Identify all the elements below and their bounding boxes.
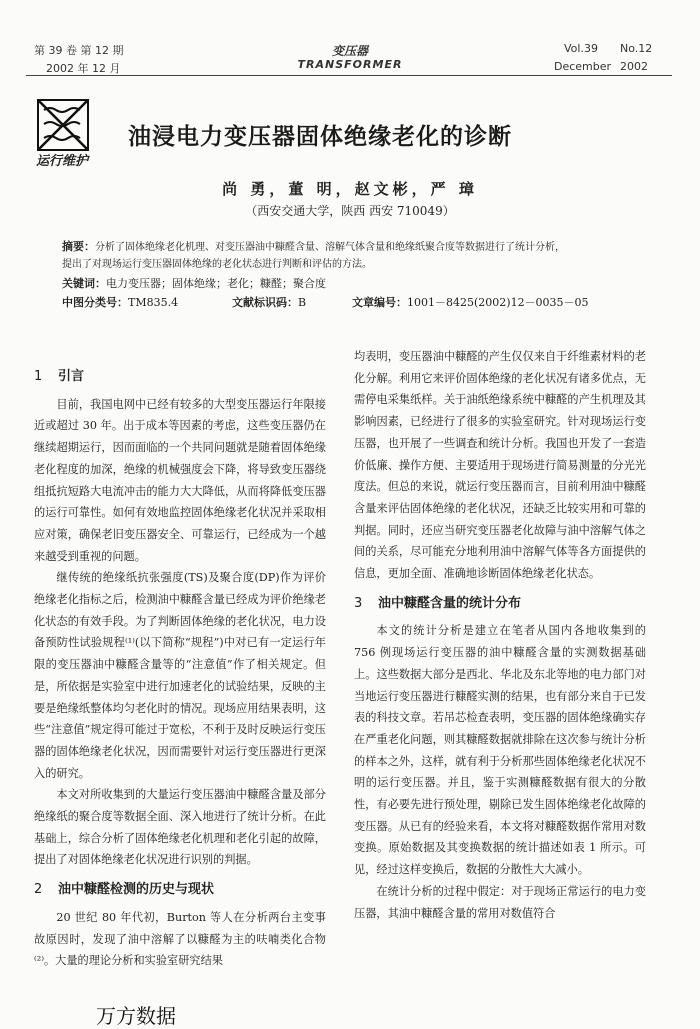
author-affiliation: （西安交通大学，陕西 西安 710049） xyxy=(245,204,455,218)
abstract-text-line2: 提出了对现场运行变压器固体绝缘的老化状态进行判断和评估的方法。 xyxy=(62,259,372,270)
paragraph: 继传统的绝缘纸抗张强度(TS)及聚合度(DP)作为评价绝缘老化指标之后，检测油中糠醛含量已经成为评价绝缘老化状态的有效手段。为了判断固体绝缘的老化状况，电力设备预防性试验规程⁽¹⁾(以下简称“规程”)中对已有一定运行年限的变压器油中糠醛含量等的“注意值”作了相关规定。但是，所依据是实验室中进行加速老化的试验结果，反映的主要是绝缘纸整体均匀老化时的情况。现场应用结果表明，这些“注意值”规定得可能过于宽松，不利于及时反映运行变压器的固体绝缘老化状况，因而需要针对运行变压器进行更深入的研究。 xyxy=(34,571,326,780)
article-authors: 尚 勇，董 明，赵文彬，严 璋 xyxy=(222,180,478,198)
paragraph: 本文对所收集到的大量运行变压器油中糠醛含量及部分绝缘纸的聚合度等数据全面、深入地进行了统计分析。在此基础上，综合分析了固体绝缘老化机理和老化引起的故障，提出了对固体绝缘老化状况进行识别的判据。 xyxy=(34,788,326,867)
month-en: December xyxy=(554,60,612,73)
year-en: 2002 xyxy=(620,60,648,73)
volume-en: Vol.39 xyxy=(564,42,598,55)
abstract-label: 摘要： xyxy=(62,240,95,253)
article-title: 油浸电力变压器固体绝缘老化的诊断 xyxy=(128,124,512,150)
journal-name-en: TRANSFORMER xyxy=(297,58,403,71)
abstract-text-line1: 分析了固体绝缘老化机理、对变压器油中糠醛含量、溶解气体含量和绝缘纸聚合度等数据进行了统计分析， xyxy=(95,242,565,253)
doc-code-label: 文献标识码： xyxy=(232,296,298,309)
date-cn: 2002 年 12 月 xyxy=(46,62,121,75)
journal-name-cn: 变压器 xyxy=(331,44,368,58)
watermark: 万方数据 xyxy=(96,1004,176,1028)
paragraph: 在统计分析的过程中假定：对于现场正常运行的电力变压器，其油中糠醛含量的常用对数值符合 xyxy=(354,884,646,920)
paragraph: 目前，我国电网中已经有较多的大型变压器运行年限接近或超过 30 年。出于成本等因素的考虑，这些变压器仍在继续超期运行，因而面临的一个共同问题就是随着固体绝缘老化程度的加深，绝缘的机械强度会下降，将导致变压器绕组抵抗短路大电流冲击的能力大大降低，从而将降低变压器的运行可靠性。如何有效地监控固体绝缘老化状况并采取相应对策，确保老旧变压器安全、可靠运行，已经成为一个越来越受到重视的问题。 xyxy=(34,397,326,563)
volume-issue-cn: 第 39 卷 第 12 期 xyxy=(34,44,124,57)
section-2-heading: 2 油中糠醛检测的历史与现状 xyxy=(34,882,215,898)
paragraph: 均表明，变压器油中糠醛的产生仅仅来自于纤维素材料的老化分解。利用它来评价固体绝缘的老化状况有诸多优点，无需停电采集纸样。关于油纸绝缘系统中糠醛的产生机理及其影响因素，已经进行了很多的实验室研究。针对现场运行变压器，也开展了一些调查和统计分析。我国也开发了一套造价低廉、操作方便、主要适用于现场进行简易测量的分光光度法。但总的来说，就运行变压器而言，目前利用油中糠醛含量来评估固体绝缘的老化状况，还缺乏比较实用和可靠的判据。同时，还应当研究变压器老化故障与油中溶解气体之间的关系，尽可能充分地利用油中溶解气体等各方面提供的信息，更加全面、准确地诊断固体绝缘老化状态。 xyxy=(354,350,646,581)
clc-label: 中图分类号： xyxy=(62,296,128,309)
left-column xyxy=(34,358,326,972)
keywords: 电力变压器；固体绝缘；老化；糠醛；聚合度 xyxy=(106,277,326,290)
right-column xyxy=(354,346,646,924)
logo-caption: 运行维护 xyxy=(36,154,89,169)
issue-en: No.12 xyxy=(620,42,653,55)
paragraph: 20 世纪 80 年代初，Burton 等人在分析两台主变事故原因时，发现了油中溶解了以糠醛为主的呋喃类化合物⁽²⁾。大量的理论分析和实验室研究结果 xyxy=(34,910,326,968)
article-no: 1001－8425(2002)12－0035－05 xyxy=(407,296,589,309)
clc-code: TM835.4 xyxy=(128,296,179,309)
section-3-heading: 3 油中糠醛含量的统计分布 xyxy=(354,595,522,611)
keywords-label: 关键词： xyxy=(62,277,106,290)
section-1-heading: 1 引言 xyxy=(34,369,85,384)
article-no-label: 文章编号： xyxy=(352,296,407,309)
doc-code: B xyxy=(298,296,307,309)
paragraph: 本文的统计分析是建立在笔者从国内各地收集到的 756 例现场运行变压器的油中糠醛含量的实测数据基础上。这些数据大部分是西北、华北及东北等地的电力部门对当地运行变压器进行糠醛实测的结果，也有部分来自于已发表的科技文章。若吊芯检查表明，变压器的固体绝缘确实存在严重老化问题，则其糠醛数据就排除在这次参与统计分析的样本之外，这样，就有利于分析那些固体绝缘老化状况不明的运行变压器。并且，鉴于实测糠醛数据有很大的分散性，有必要先进行预处理，剔除已发生固体绝缘老化故障的变压器。从已有的经验来看，本文将对糠醛数据作常用对数变换。原始数据及其变换数据的统计描述如表 1 所示。可见，经过这样变换后，数据的分散性大大减小。 xyxy=(354,624,646,877)
